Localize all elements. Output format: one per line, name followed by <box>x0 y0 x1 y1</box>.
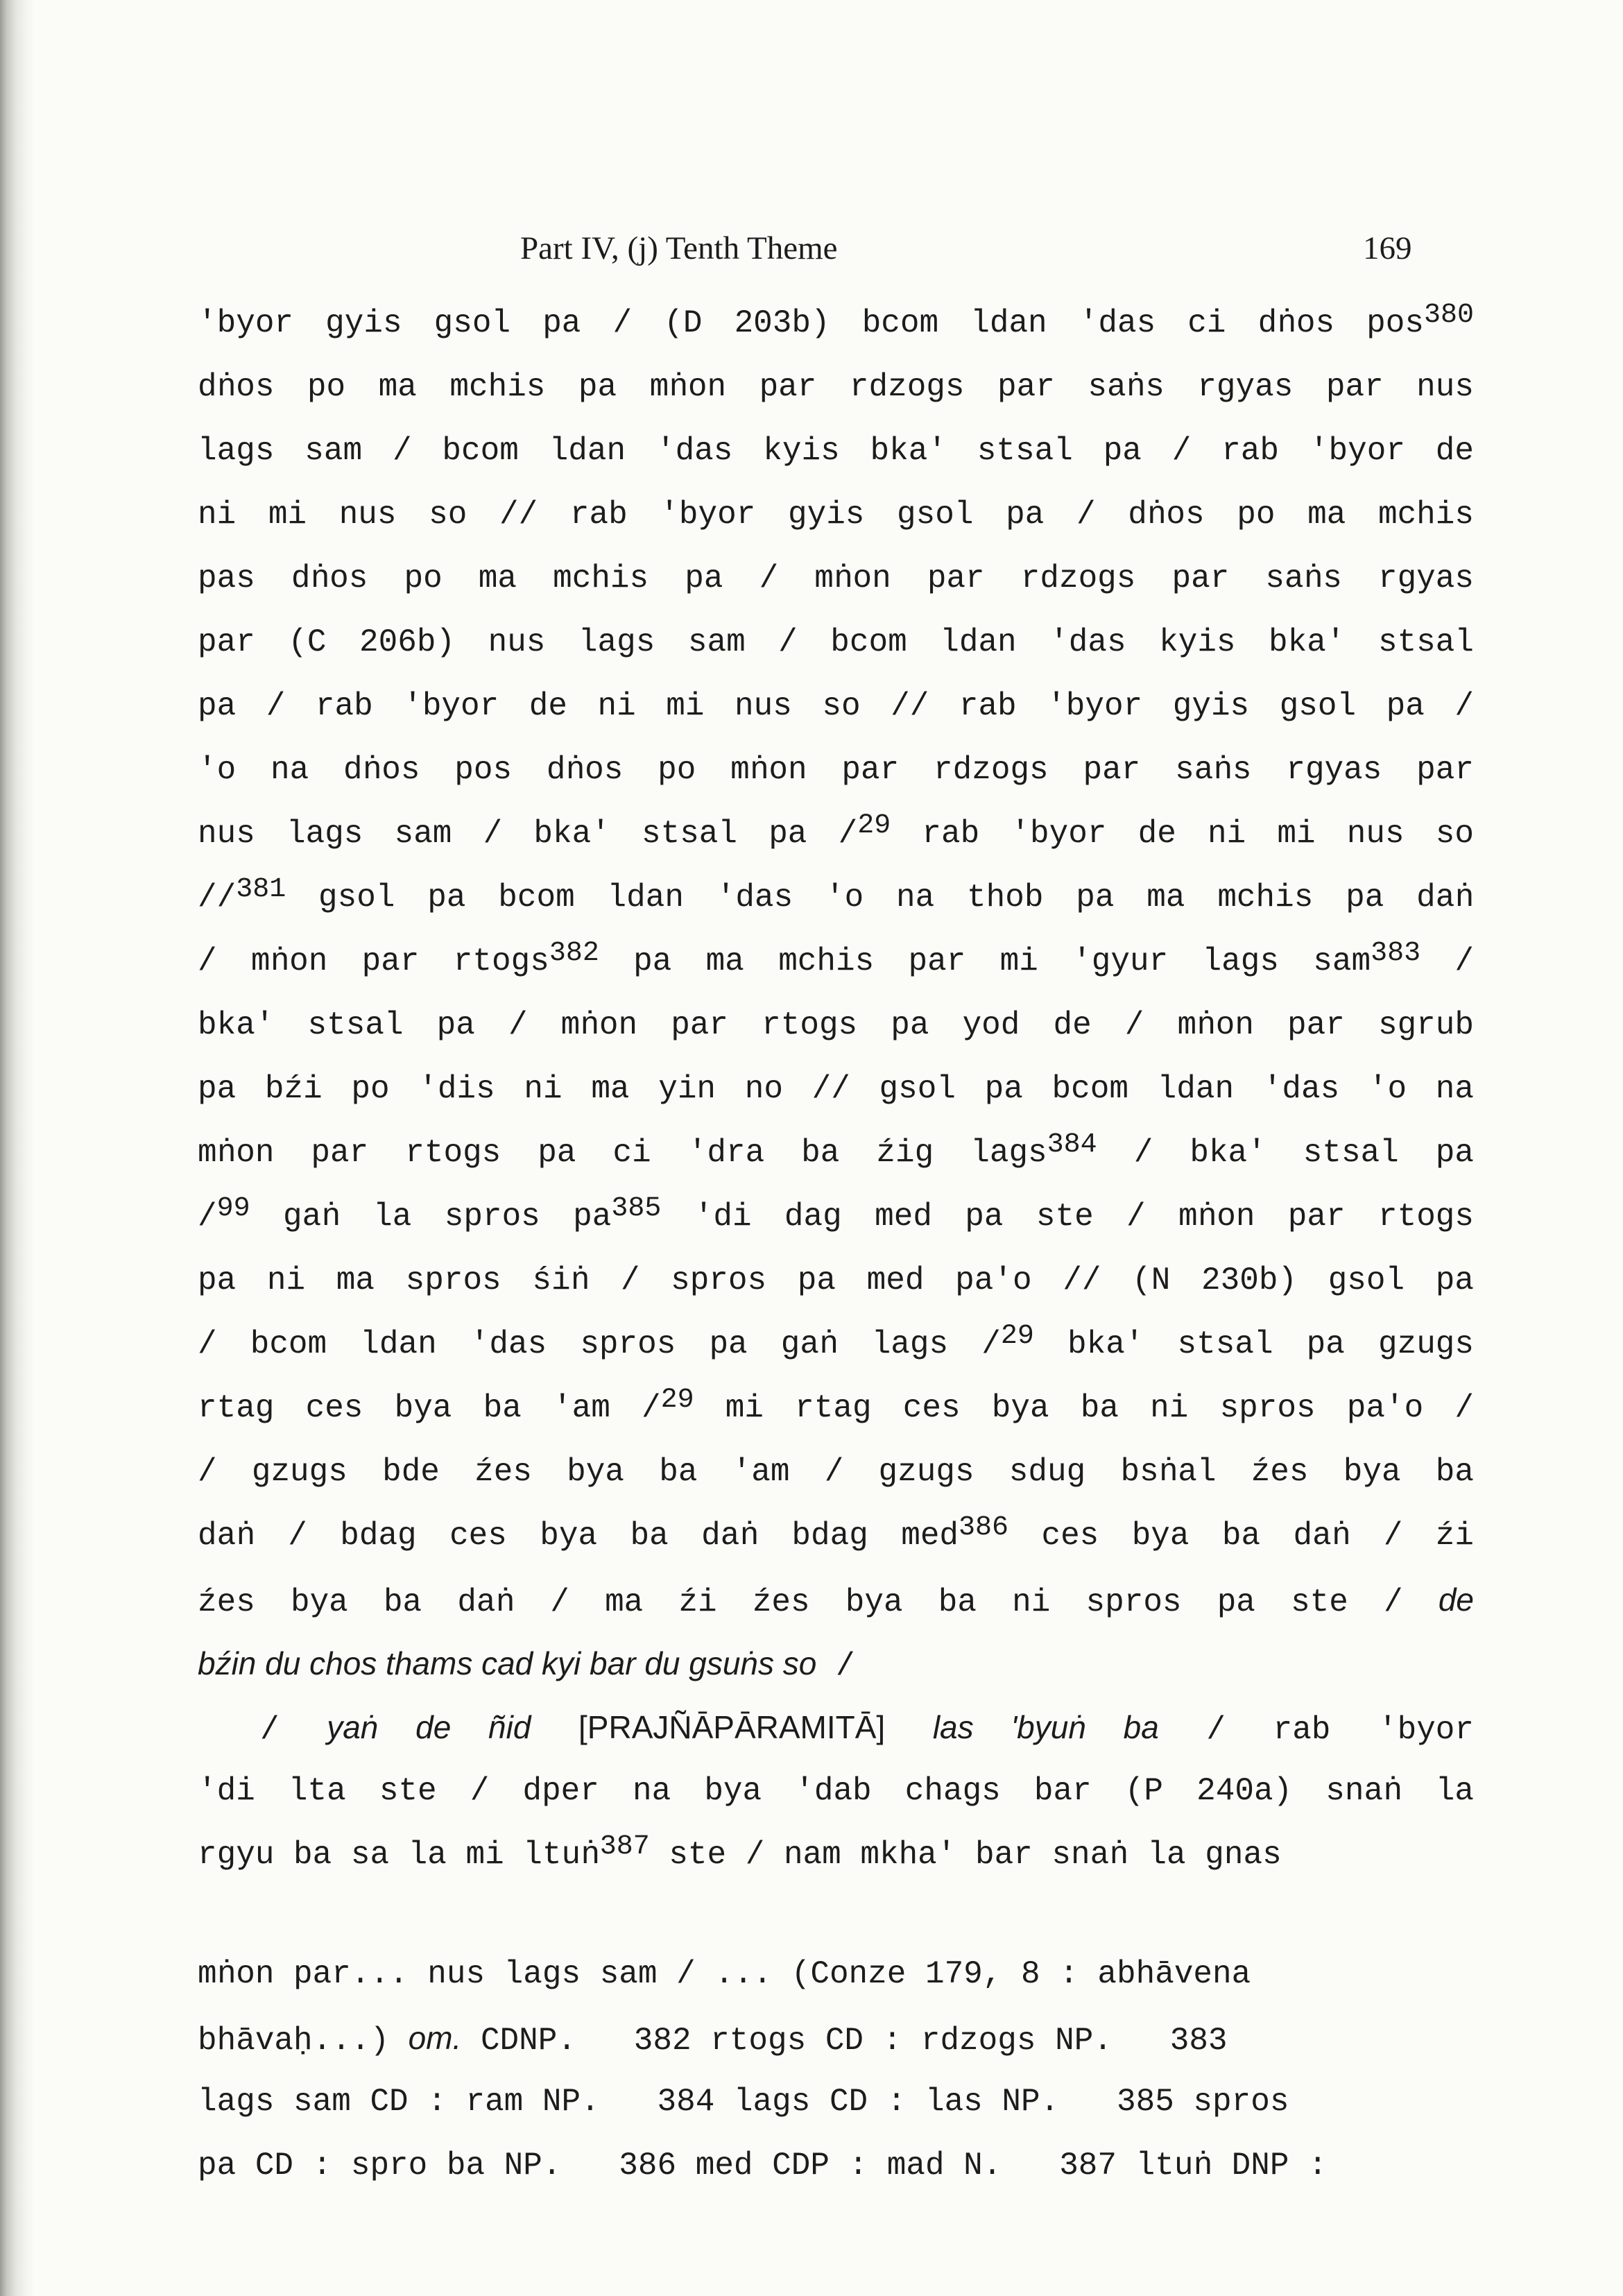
body-line <box>198 738 1474 802</box>
text-segment: / rab 'byor <box>1158 1712 1475 1748</box>
text-segment: / <box>260 1712 327 1748</box>
text-segment: 'di lta ste / dper na bya 'dab chags bar (P 240a) snaṅ la <box>198 1773 1474 1809</box>
text-segment: / bcom ldan 'das spros pa gaṅ lags / <box>198 1326 1001 1362</box>
scan-left-edge <box>0 0 35 2296</box>
body-line <box>198 1631 1474 1695</box>
text-segment: dṅos po ma mchis pa mṅon par rdzogs par saṅs rgyas par nus <box>198 369 1474 405</box>
footnote-marker: 29 <box>857 810 891 841</box>
page-number: 169 <box>1363 230 1412 266</box>
text-segment: / <box>1420 943 1474 979</box>
text-segment: pa ni ma spros śiṅ / spros pa med pa'o // (N 230b) gsol pa <box>198 1262 1474 1299</box>
text-segment: / gzugs bde źes bya ba 'am / gzugs sdug bsṅal źes bya ba <box>198 1454 1474 1490</box>
text-segment: ste / nam mkha' bar snaṅ la gnas <box>649 1837 1282 1873</box>
body-line <box>198 483 1474 547</box>
text-segment: bhāvaḥ...) <box>198 2023 409 2059</box>
body-line <box>198 929 1474 993</box>
text-segment: mṅon par... nus lags sam / ... (Conze 179, 8 : abhāvena <box>198 1956 1251 1992</box>
text-segment: / <box>816 1648 855 1684</box>
note-line <box>198 2070 1474 2134</box>
body-line <box>198 419 1474 483</box>
footnote-marker: 380 <box>1423 300 1474 331</box>
body-line <box>198 1440 1474 1504</box>
text-segment: bka' stsal pa / mṅon par rtogs pa yod de / mṅon par sgrub <box>198 1007 1474 1043</box>
body-line <box>198 1057 1474 1121</box>
body-line <box>198 1504 1474 1568</box>
text-segment: las 'byuṅ ba <box>932 1709 1159 1745</box>
body-line <box>198 674 1474 738</box>
body-line <box>198 1249 1474 1312</box>
main-text <box>198 291 1474 1887</box>
text-segment: źes bya ba daṅ / ma źi źes bya ba ni spros pa ste / <box>198 1584 1439 1620</box>
text-segment: 'di dag med pa ste / mṅon par rtogs <box>661 1199 1475 1235</box>
text-segment: nus lags sam / bka' stsal pa / <box>198 816 858 852</box>
footnote-marker: 29 <box>1000 1321 1034 1352</box>
body-line <box>198 1312 1474 1376</box>
running-header <box>0 221 1623 276</box>
text-segment: // <box>198 880 237 916</box>
body-line <box>198 1121 1474 1185</box>
text-segment: pa CD : spro ba NP. 386 med CDP : mad N. 387 ltuṅ DNP : <box>198 2148 1328 2184</box>
text-segment: pa bźi po 'dis ni ma yin no // gsol pa bcom ldan 'das 'o na <box>198 1071 1474 1107</box>
body-line <box>198 993 1474 1057</box>
footnote-marker: 381 <box>236 874 286 905</box>
body-line <box>198 610 1474 674</box>
body-line <box>198 802 1474 866</box>
text-segment: daṅ / bdag ces bya ba daṅ bdag med <box>198 1518 959 1554</box>
text-segment: de <box>1438 1582 1474 1618</box>
footnote-marker: 386 <box>959 1512 1009 1543</box>
text-segment <box>531 1712 578 1748</box>
text-segment: par (C 206b) nus lags sam / bcom ldan 'das kyis bka' stsal <box>198 624 1474 660</box>
text-segment: 'byor gyis gsol pa / (D 203b) bcom ldan 'das ci dṅos pos <box>198 305 1424 341</box>
body-line <box>198 1568 1474 1631</box>
text-segment <box>885 1712 933 1748</box>
text-segment: gsol pa bcom ldan 'das 'o na thob pa ma mchis pa daṅ <box>286 880 1474 916</box>
text-segment: [PRAJÑĀPĀRAMITĀ] <box>578 1709 886 1745</box>
text-segment: CDNP. 382 rtogs CD : rdzogs NP. 383 <box>461 2023 1228 2059</box>
footnote-marker: 385 <box>611 1193 662 1224</box>
body-line <box>198 547 1474 610</box>
text-segment: rtag ces bya ba 'am / <box>198 1390 661 1426</box>
text-segment: rgyu ba sa la mi ltuṅ <box>198 1837 600 1873</box>
body-line <box>198 1185 1474 1249</box>
footnote-marker: 387 <box>599 1831 650 1862</box>
note-line <box>198 2006 1474 2070</box>
body-line <box>198 1823 1474 1887</box>
body-line <box>198 355 1474 419</box>
text-segment: gaṅ la spros pa <box>250 1199 612 1235</box>
body-line <box>198 291 1474 355</box>
text-segment: bźin du chos thams cad kyi bar du gsuṅs so <box>198 1645 817 1681</box>
footnote-marker: 382 <box>549 938 599 969</box>
footnote-marker: 29 <box>660 1385 694 1416</box>
text-segment: / bka' stsal pa <box>1097 1135 1475 1171</box>
text-segment: / <box>198 1199 217 1235</box>
text-segment: 'o na dṅos pos dṅos po mṅon par rdzogs par saṅs rgyas par <box>198 752 1474 788</box>
text-segment: pa / rab 'byor de ni mi nus so // rab 'byor gyis gsol pa / <box>198 688 1474 724</box>
text-segment: rab 'byor de ni mi nus so <box>891 816 1474 852</box>
text-segment: / mṅon par rtogs <box>198 943 549 979</box>
text-segment: pa ma mchis par mi 'gyur lags sam <box>599 943 1371 979</box>
footnotes <box>198 1942 1474 2198</box>
text-segment: mṅon par rtogs pa ci 'dra ba źig lags <box>198 1135 1047 1171</box>
body-line <box>198 1376 1474 1440</box>
footnote-marker: 99 <box>216 1193 250 1224</box>
body-line <box>198 1759 1474 1823</box>
running-title: Part IV, (j) Tenth Theme <box>520 230 838 266</box>
text-segment: mi rtag ces bya ba ni spros pa'o / <box>694 1390 1474 1426</box>
body-line <box>198 866 1474 929</box>
text-segment: lags sam CD : ram NP. 384 lags CD : las NP. 385 spros <box>198 2084 1289 2120</box>
body-line <box>198 1695 1474 1759</box>
text-segment: pas dṅos po ma mchis pa / mṅon par rdzogs par saṅs rgyas <box>198 560 1474 597</box>
note-line <box>198 1942 1474 2006</box>
text-segment: ni mi nus so // rab 'byor gyis gsol pa / dṅos po ma mchis <box>198 497 1474 533</box>
footnote-marker: 383 <box>1371 938 1421 969</box>
note-line <box>198 2134 1474 2198</box>
text-segment: ces bya ba daṅ / źi <box>1008 1518 1474 1554</box>
footnote-marker: 384 <box>1047 1129 1097 1160</box>
text-segment: lags sam / bcom ldan 'das kyis bka' stsal pa / rab 'byor de <box>198 433 1474 469</box>
text-segment: om. <box>408 2020 462 2056</box>
text-segment: bka' stsal pa gzugs <box>1033 1326 1475 1362</box>
text-segment: yaṅ de ñid <box>327 1709 531 1745</box>
